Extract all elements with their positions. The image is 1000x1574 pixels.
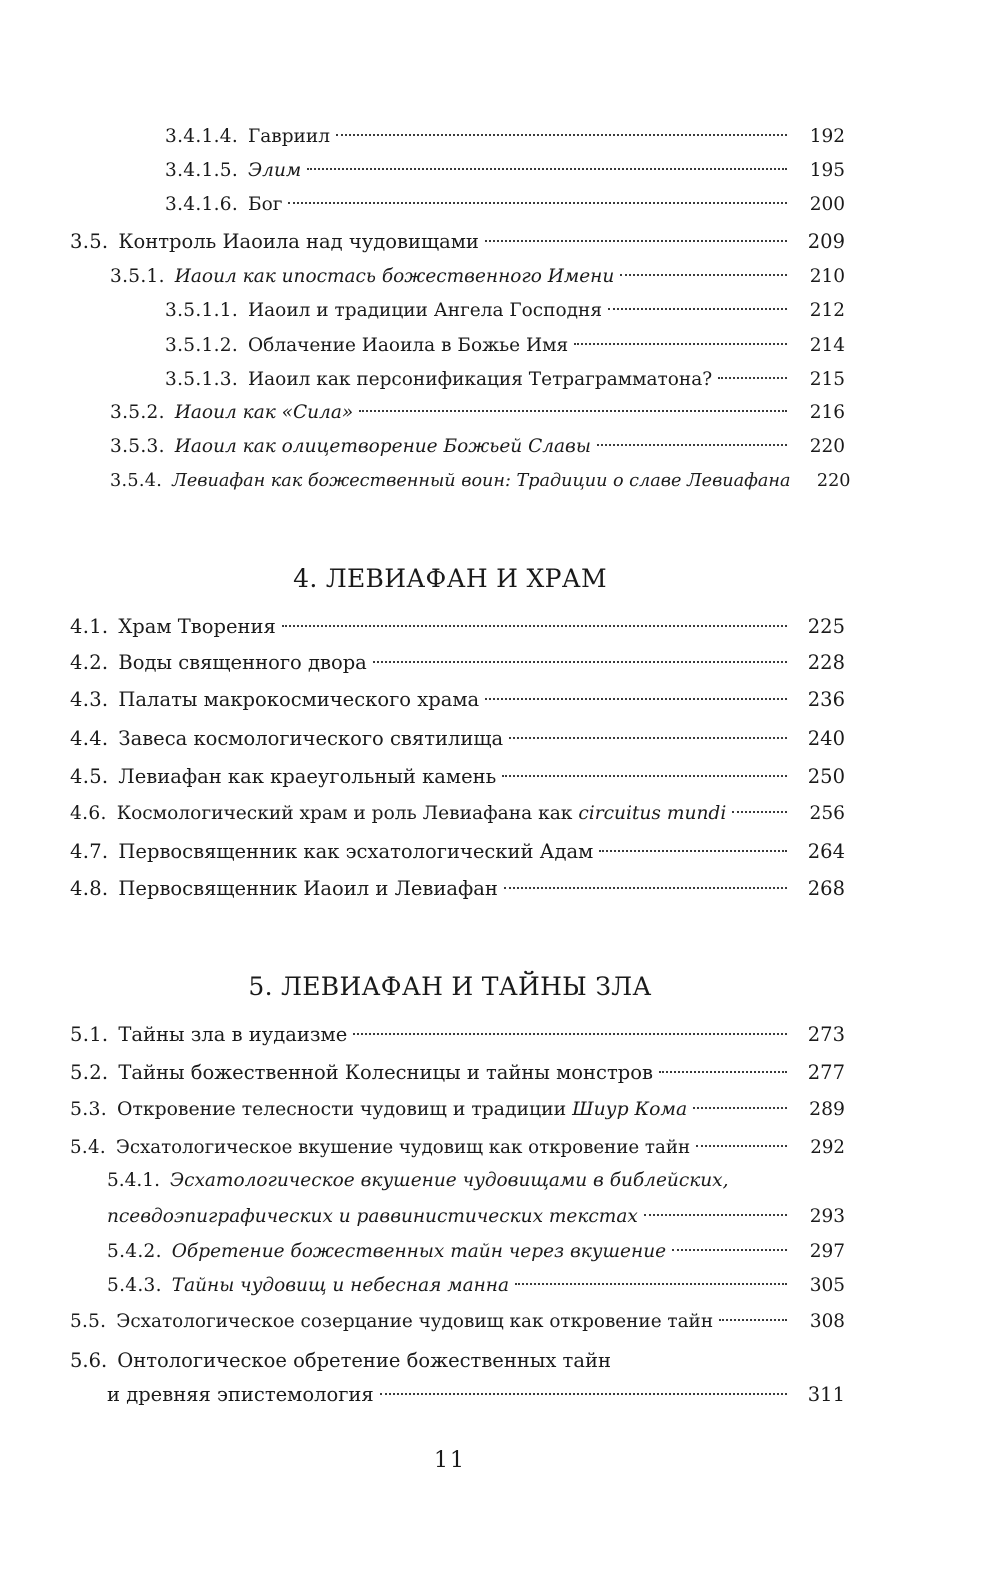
entry-title: Контроль Иаоила над чудовищами bbox=[118, 230, 479, 253]
entry-page: 228 bbox=[807, 651, 845, 674]
toc-entry-5-5 bbox=[70, 1307, 845, 1337]
dot-leader bbox=[336, 134, 787, 136]
entry-title: Левиафан как краеугольный камень bbox=[118, 765, 497, 788]
entry-page: 192 bbox=[809, 126, 845, 147]
toc-entry-4-2 bbox=[70, 648, 845, 678]
entry-number: 4.5. bbox=[70, 765, 109, 788]
toc-entry-4-7 bbox=[70, 837, 845, 867]
entry-page: 236 bbox=[807, 688, 845, 711]
entry-title: Завеса космологического святилища bbox=[118, 727, 504, 750]
toc-entry-5-4-1-line2 bbox=[107, 1202, 845, 1232]
entry-title-line1: Эсхатологическое вкушение чудовищами в библейских, bbox=[169, 1170, 729, 1191]
entry-page: 264 bbox=[807, 840, 845, 863]
chapter-4-heading: 4. ЛЕВИАФАН И ХРАМ bbox=[293, 564, 607, 593]
entry-title: Бог bbox=[248, 194, 283, 215]
entry-number: 5.4.2. bbox=[107, 1241, 162, 1262]
toc-entry-4-3 bbox=[70, 685, 845, 715]
entry-number: 3.4.1.6. bbox=[165, 194, 239, 215]
dot-leader bbox=[509, 737, 787, 739]
entry-title-italic: Шиур Кома bbox=[572, 1099, 688, 1120]
toc-entry-5-6-line2 bbox=[107, 1380, 845, 1410]
entry-page: 215 bbox=[809, 369, 845, 390]
entry-title bbox=[117, 799, 727, 829]
dot-leader bbox=[672, 1249, 787, 1251]
entry-title: Эсхатологическое созерцание чудовищ как откровение тайн bbox=[116, 1311, 714, 1332]
entry-page: 311 bbox=[807, 1383, 845, 1406]
toc-entry-3-5-3 bbox=[110, 432, 845, 462]
entry-page: 220 bbox=[816, 471, 851, 491]
page-number: 11 bbox=[434, 1448, 466, 1473]
entry-page: 220 bbox=[809, 436, 845, 457]
chapter-5-heading: 5. ЛЕВИАФАН И ТАЙНЫ ЗЛА bbox=[248, 972, 652, 1001]
entry-title bbox=[117, 1095, 687, 1125]
dot-leader bbox=[644, 1214, 787, 1216]
toc-entry-4-6 bbox=[70, 799, 845, 829]
toc-entry-4-4 bbox=[70, 724, 845, 754]
toc-entry-4-5 bbox=[70, 762, 845, 792]
entry-title-line2: псевдоэпиграфических и раввинистических текстах bbox=[107, 1206, 638, 1227]
entry-title: Гавриил bbox=[248, 126, 330, 147]
entry-page: 297 bbox=[809, 1241, 845, 1262]
toc-entry-5-4-3 bbox=[107, 1271, 845, 1301]
toc-entry-3-5-4 bbox=[110, 466, 851, 496]
dot-leader bbox=[502, 775, 787, 777]
dot-leader bbox=[359, 410, 787, 412]
toc-entry-5-4-2 bbox=[107, 1237, 845, 1267]
entry-number: 3.5.2. bbox=[110, 402, 165, 423]
dot-leader bbox=[732, 811, 787, 813]
toc-entry-3-5-1 bbox=[110, 262, 845, 292]
dot-leader bbox=[719, 1319, 787, 1321]
dot-leader bbox=[718, 377, 787, 379]
entry-title: Палаты макрокосмического храма bbox=[118, 688, 480, 711]
entry-title: Первосвященник Иаоил и Левиафан bbox=[118, 877, 498, 900]
toc-entry-5-6-line1 bbox=[70, 1346, 611, 1376]
entry-page: 308 bbox=[809, 1311, 845, 1332]
entry-number: 3.5.1.3. bbox=[165, 369, 239, 390]
dot-leader bbox=[597, 444, 787, 446]
entry-number: 4.4. bbox=[70, 727, 109, 750]
entry-number: 4.3. bbox=[70, 688, 109, 711]
entry-title: Иаоил как «Сила» bbox=[174, 402, 354, 423]
toc-entry-5-4-1-line1 bbox=[107, 1166, 728, 1196]
dot-leader bbox=[693, 1107, 787, 1109]
entry-number: 3.4.1.4. bbox=[165, 126, 239, 147]
entry-number: 3.5.3. bbox=[110, 436, 165, 457]
entry-title: Элим bbox=[248, 160, 302, 181]
entry-title-main: Откровение телесности чудовищ и традиции bbox=[117, 1099, 567, 1120]
entry-title: Тайны чудовищ и небесная манна bbox=[171, 1275, 510, 1296]
entry-page: 195 bbox=[809, 160, 845, 181]
entry-page: 268 bbox=[807, 877, 845, 900]
entry-title: Левиафан как божественный воин: Традиции о славе Левиафана bbox=[172, 471, 791, 491]
entry-number: 5.4. bbox=[70, 1137, 106, 1158]
dot-leader bbox=[504, 887, 787, 889]
entry-number: 4.7. bbox=[70, 840, 109, 863]
dot-leader bbox=[515, 1283, 787, 1285]
toc-entry-3-4-1-4 bbox=[165, 122, 845, 152]
entry-title: Иаоил как олицетворение Божьей Славы bbox=[174, 436, 591, 457]
entry-page: 292 bbox=[810, 1137, 845, 1158]
toc-entry-5-4 bbox=[70, 1133, 845, 1163]
entry-title-main: Космологический храм и роль Левиафана как bbox=[116, 803, 573, 824]
dot-leader bbox=[608, 308, 787, 310]
toc-entry-4-1 bbox=[70, 612, 845, 642]
entry-number: 3.5.4. bbox=[110, 471, 163, 491]
dot-leader bbox=[659, 1071, 787, 1073]
entry-page: 216 bbox=[809, 402, 845, 423]
entry-title: Обретение божественных тайн через вкушение bbox=[171, 1241, 667, 1262]
entry-page: 289 bbox=[809, 1099, 845, 1120]
entry-number: 3.5.1. bbox=[110, 266, 165, 287]
entry-page: 305 bbox=[809, 1275, 845, 1296]
entry-number: 5.1. bbox=[70, 1023, 109, 1046]
dot-leader bbox=[282, 625, 787, 627]
entry-page: 250 bbox=[807, 765, 845, 788]
dot-leader bbox=[620, 274, 787, 276]
entry-page: 212 bbox=[809, 300, 845, 321]
entry-title-italic: circuitus mundi bbox=[578, 803, 727, 824]
entry-title: Облачение Иаоила в Божье Имя bbox=[248, 335, 569, 356]
dot-leader bbox=[373, 661, 787, 663]
entry-title: Эсхатологическое вкушение чудовищ как откровение тайн bbox=[115, 1137, 691, 1158]
entry-title-line2: и древняя эпистемология bbox=[107, 1383, 374, 1406]
entry-number: 5.3. bbox=[70, 1099, 108, 1120]
entry-number: 5.4.1. bbox=[107, 1170, 160, 1191]
dot-leader bbox=[485, 240, 787, 242]
entry-page: 225 bbox=[807, 615, 845, 638]
entry-page: 293 bbox=[809, 1206, 845, 1227]
dot-leader bbox=[288, 202, 787, 204]
toc-entry-3-5-2 bbox=[110, 398, 845, 428]
toc-entry-3-5-1-1 bbox=[165, 296, 845, 326]
entry-number: 3.5.1.1. bbox=[165, 300, 239, 321]
entry-number: 3.5.1.2. bbox=[165, 335, 239, 356]
dot-leader bbox=[307, 168, 787, 170]
dot-leader bbox=[485, 698, 787, 700]
entry-page: 209 bbox=[807, 230, 845, 253]
entry-title-line1: Онтологическое обретение божественных тайн bbox=[117, 1349, 611, 1372]
entry-number: 4.6. bbox=[70, 803, 107, 824]
toc-entry-5-3 bbox=[70, 1095, 845, 1125]
dot-leader bbox=[599, 850, 787, 852]
entry-page: 273 bbox=[807, 1023, 845, 1046]
entry-number: 4.1. bbox=[70, 615, 109, 638]
dot-leader bbox=[380, 1393, 787, 1395]
toc-entry-5-1 bbox=[70, 1020, 845, 1050]
entry-number: 3.4.1.5. bbox=[165, 160, 239, 181]
entry-title: Храм Творения bbox=[118, 615, 276, 638]
entry-title: Тайны божественной Колесницы и тайны монстров bbox=[118, 1061, 653, 1084]
toc-entry-4-8 bbox=[70, 874, 845, 904]
entry-page: 277 bbox=[807, 1061, 845, 1084]
entry-number: 5.2. bbox=[70, 1061, 109, 1084]
entry-title: Иаоил как ипостась божественного Имени bbox=[174, 266, 615, 287]
toc-entry-3-4-1-6 bbox=[165, 190, 845, 220]
toc-entry-3-5-1-3 bbox=[165, 365, 845, 395]
entry-number: 3.5. bbox=[70, 230, 109, 253]
entry-page: 210 bbox=[809, 266, 845, 287]
entry-number: 4.2. bbox=[70, 651, 109, 674]
entry-title: Тайны зла в иудаизме bbox=[118, 1023, 348, 1046]
entry-title: Воды священного двора bbox=[118, 651, 367, 674]
entry-title: Иаоил и традиции Ангела Господня bbox=[248, 300, 603, 321]
toc-entry-3-5-1-2 bbox=[165, 331, 845, 361]
entry-page: 256 bbox=[809, 803, 845, 824]
entry-page: 240 bbox=[807, 727, 845, 750]
entry-page: 200 bbox=[809, 194, 845, 215]
dot-leader bbox=[574, 343, 787, 345]
entry-page: 214 bbox=[809, 335, 845, 356]
entry-number: 5.6. bbox=[70, 1349, 108, 1372]
entry-title: Первосвященник как эсхатологический Адам bbox=[118, 840, 594, 863]
entry-number: 5.5. bbox=[70, 1311, 107, 1332]
dot-leader bbox=[696, 1145, 787, 1147]
entry-number: 5.4.3. bbox=[107, 1275, 162, 1296]
entry-title: Иаоил как персонификация Тетраграмматона? bbox=[248, 369, 713, 390]
toc-entry-5-2 bbox=[70, 1058, 845, 1088]
toc-entry-3-5 bbox=[70, 227, 845, 257]
entry-number: 4.8. bbox=[70, 877, 109, 900]
dot-leader bbox=[353, 1033, 787, 1035]
toc-entry-3-4-1-5 bbox=[165, 156, 845, 186]
